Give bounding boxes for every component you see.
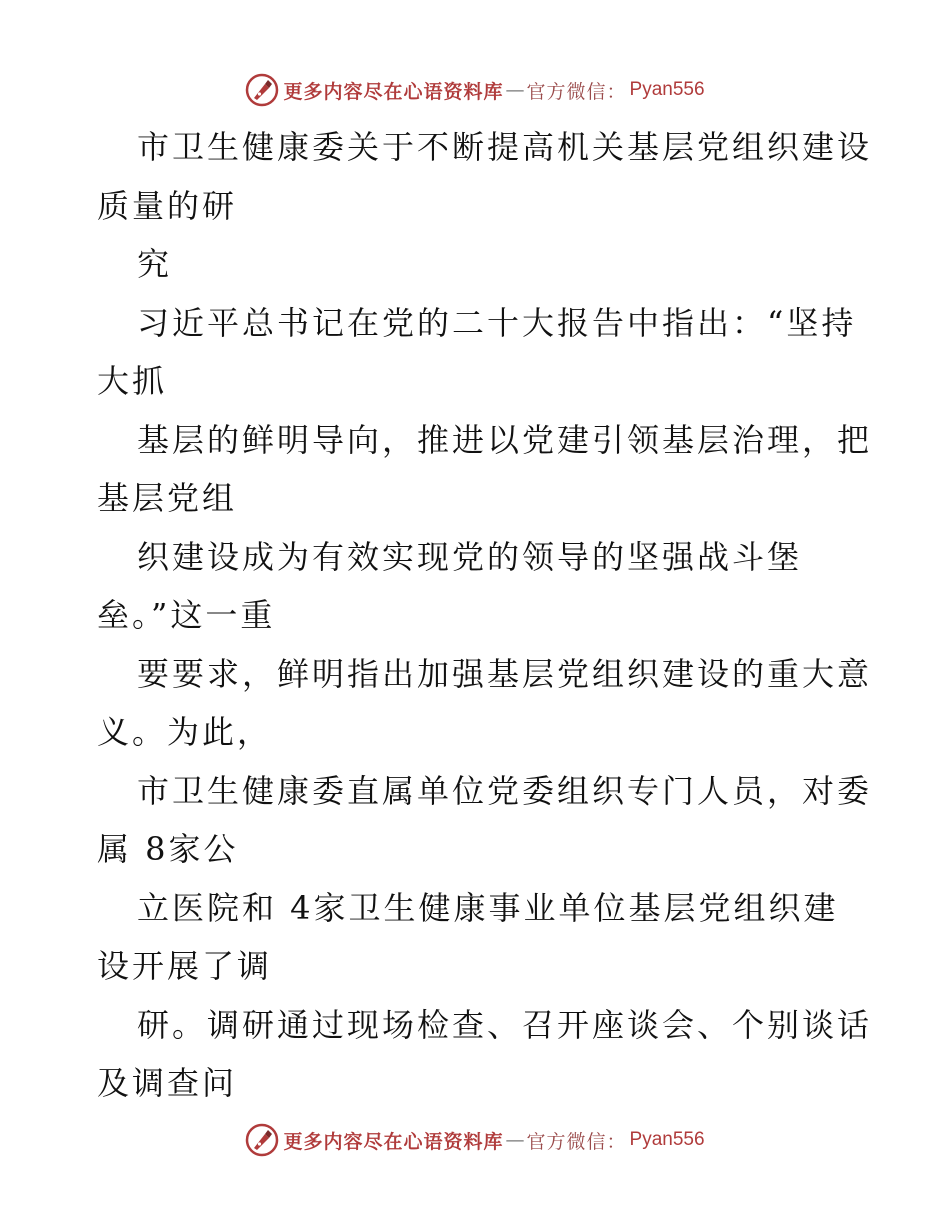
header-brand-text: 更多内容尽在心语资料库 [283, 80, 504, 103]
header-wechat-id: Pyan556 [629, 79, 705, 100]
text-line: 垒。”这一重 [97, 596, 276, 634]
text-line: 设开展了调 [97, 947, 273, 985]
footer-brand-text: 更多内容尽在心语资料库 [283, 1130, 504, 1153]
text-line: 基层党组 [97, 479, 238, 517]
footer-colon: ： [606, 1130, 626, 1153]
text-line: 大抓 [97, 362, 168, 400]
text-line: 究 [137, 245, 173, 283]
header-separator: — [505, 79, 525, 101]
text-line: 属 8家公 [97, 830, 239, 868]
text-line: 习近平总书记在党的二十大报告中指出：“坚持 [137, 303, 857, 342]
text-line: 及调查问 [97, 1064, 238, 1102]
text-line: 要要求，鲜明指出加强基层党组织建设的重大意 [137, 654, 873, 693]
footer-wechat-id: Pyan556 [629, 1129, 705, 1150]
text-line: 质量的研 [97, 186, 238, 225]
header-colon: ： [606, 80, 626, 103]
text-line: 研。调研通过现场检查、召开座谈会、个别谈话 [137, 1005, 873, 1044]
document-body [97, 118, 887, 1113]
text-line: 织建设成为有效实现党的领导的坚强战斗堡 [137, 537, 803, 576]
header-wechat-label: 官方微信 [526, 80, 607, 103]
footer-separator: — [505, 1129, 525, 1151]
footer-banner[interactable] [0, 1120, 950, 1160]
footer-wechat-label: 官方微信 [526, 1130, 607, 1153]
pen-nib-logo-icon [245, 1123, 279, 1157]
pen-nib-logo-icon [245, 73, 279, 107]
text-line: 基层的鲜明导向，推进以党建引领基层治理，把 [137, 420, 873, 459]
header-banner[interactable] [0, 70, 950, 110]
text-line: 市卫生健康委关于不断提高机关基层党组织建设 [137, 128, 873, 166]
text-line: 市卫生健康委直属单位党委组织专门人员，对委 [137, 771, 873, 810]
text-line: 义。为此， [97, 713, 273, 751]
text-line: 立医院和 4家卫生健康事业单位基层党组织建 [137, 888, 839, 927]
